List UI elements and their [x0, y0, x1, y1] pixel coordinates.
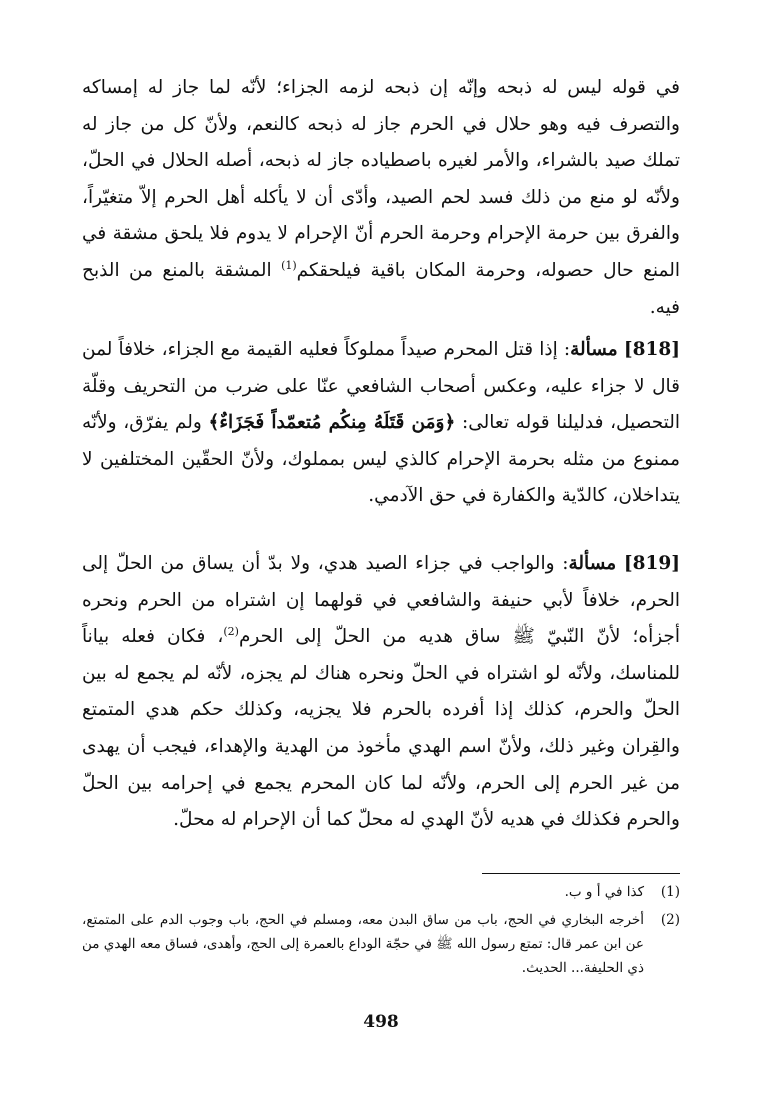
quran-verse: ﴿وَمَن قَتَلَهُ مِنكُم مُتعمّداً فَجَزَاءٌ﴾ [208, 412, 456, 434]
footnote [82, 880, 680, 904]
footnote-number: (2) [660, 912, 680, 928]
footnote-number: (1) [660, 884, 680, 900]
paragraph-text: المشقة بالمنع من الذبح فيه. [82, 259, 680, 318]
footnote-text: كذا في أ و ب. [564, 884, 644, 900]
issue-819-paragraph [82, 546, 680, 839]
page-number: 498 [363, 1012, 399, 1032]
paragraph-text: : والواجب في جزاء الصيد هدي، ولا بدّ أن يساق من الحلّ إلى الحرم، خلافاً لأبي حنيفة والشافعي في قولهما إن اشتراه من الحرم ونحره أجزأه؛ لأنّ النّبيّ ﷺ ساق هديه من الحلّ إلى الحرم [82, 553, 680, 648]
paragraph-continuation [82, 70, 680, 326]
issue-818-paragraph [82, 332, 680, 515]
footnote [82, 908, 680, 980]
footnote-divider [482, 873, 680, 874]
paragraph-text: : إذا قتل المحرم صيداً مملوكاً فعليه القيمة مع الجزاء، خلافاً لمن قال لا جزاء عليه، وعكس أصحاب الشافعي عنّا على ضرب من التحريف وقلّة التحصيل، فدليلنا قوله تعالى: [82, 339, 680, 434]
footnotes [82, 880, 680, 984]
footnote-ref-2[interactable]: (2) [223, 625, 239, 639]
issue-label: مسألة [568, 553, 617, 574]
footnote-text: أخرجه البخاري في الحج، باب من ساق البدن معه، ومسلم في الحج، باب وجوب الدم على المتمتع، عن ابن عمر قال: تمتع رسول الله ﷺ في حجّة الوداع بالعمرة إلى الحج، وأهدى، فساق معه الهدي من ذي الحليفة... الحديث. [82, 912, 644, 976]
issue-label: مسألة [570, 339, 618, 360]
paragraph-text: في قوله ليس له ذبحه وإنّه إن ذبحه لزمه الجزاء؛ لأنّه لما جاز له إمساكه والتصرف فيه وهو حلال في الحرم جاز له ذبحه كالنعم، ولأنّ كل من جاز له تملك صيد بالشراء، والأمر لغيره باصطياده جاز له ذبحه، أصله الحلال في الحلّ، ولأنّه لو منع من ذلك فسد لحم الصيد، وأدّى أن لا يأكله أهل الحرم إلاّ متغيّراً، والفرق بين حرمة الإحرام وحرمة الحرم أنّ الإحرام لا يدوم فلا يلحق مشقة في المنع حال حصوله، وحرمة المكان باقية فيلحقكم [82, 77, 680, 281]
issue-number: [818] [623, 339, 680, 360]
footnote-ref-1[interactable]: (1) [281, 258, 297, 272]
paragraph-text: ولم يفرّق، ولأنّه ممنوع من مثله بحرمة الإحرام كالذي ليس بمملوك، ولأنّ الحقّين المختلفين لا يتداخلان، كالدّية والكفارة في حق الآدمي. [82, 412, 680, 507]
issue-number: [819] [623, 553, 681, 574]
paragraph-text: ، فكان فعله بياناً للمناسك، ولأنّه لو اشتراه في الحلّ ونحره هناك لم يجزه، لأنّه لم يجمع له بين الحلّ والحرم، كذلك إذا أفرده بالحرم فلا يجزيه، وكذلك حكم هدي المتمتع والقِران وغير ذلك، ولأنّ اسم الهدي مأخوذ من الهدية والإهداء، فيجب أن يهدى من غير الحرم إلى الحرم، ولأنّه لما كان المحرم يجمع في إحرامه بين الحلّ والحرم فكذلك في هديه لأنّ الهدي له محلّ كما أن الإحرام له محلّ. [82, 626, 680, 831]
